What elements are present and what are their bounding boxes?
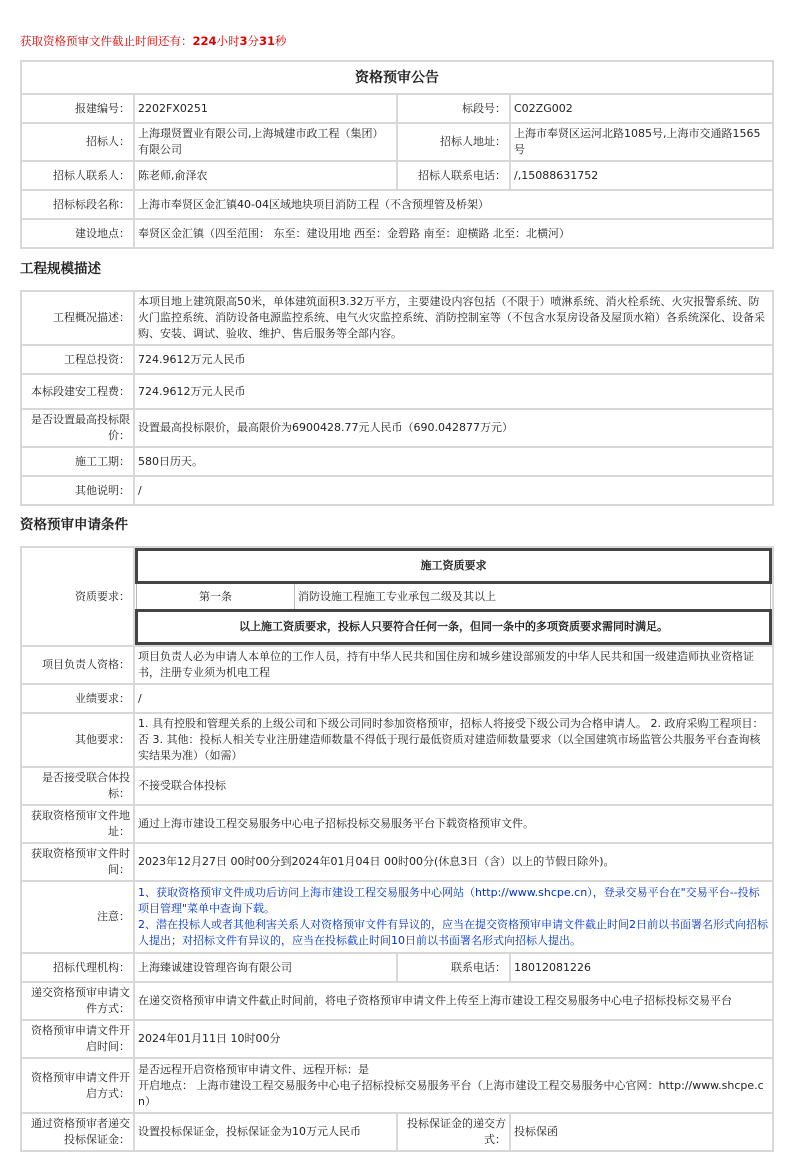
agency: 上海臻诚建设管理咨询有限公司 [134,953,397,982]
perf: / [134,684,773,713]
deposit-method: 投标保函 [510,1113,773,1151]
countdown-banner [20,33,287,49]
site-label: 建设地点： [21,219,134,248]
open-method-line-2: 开启地点： 上海市建设工程交易服务中心电子招标投标交易服务平台（上海市建设工程交易服务中心官网：http://www.shcpe.cn） [138,1078,764,1108]
qual-table [135,548,772,645]
agency-label: 招标代理机构： [21,953,134,982]
submit: 在递交资格预审申请文件截止时间前，将电子资格预审申请文件上传至上海市建设工程交易服务中心电子招标投标交易平台 [134,982,773,1020]
countdown-prefix: 获取资格预审文件截止时间还有： [20,34,193,48]
countdown-hours-unit: 小时 [216,34,240,48]
section-name: 上海市奉贤区金汇镇40-04区域地块项目消防工程（不含预埋管及桥架） [134,190,773,219]
contact-label: 招标人联系人： [21,161,134,190]
doc-time-label: 获取资格预审文件时间： [21,843,134,881]
perf-label: 业绩要求： [21,684,134,713]
overview: 本项目地上建筑限高50米，单体建筑面积3.32万平方，主要建设内容包括（不限于）喷淋系统、消火栓系统、火灾报警系统、防火门监控系统、消防设备电源监控系统、电气火灾监控系统、消防控制室等（不包含水泵房设备及屋顶水箱）各系统深化、设备采购、安装、调试、验收、维护、售后服务等全部内容。 [134,291,773,345]
notice-table [20,60,774,249]
doc-time: 2023年12月27日 00时00分到2024年01月04日 00时00分(休息3日（含）以上的节假日除外)。 [134,843,773,881]
contact-phone-label: 招标人联系电话： [397,161,510,190]
qual-label: 资质要求： [21,547,134,646]
notice-text [134,881,773,953]
duration: 580日历天。 [134,447,773,476]
scale-heading: 工程规模描述 [20,261,101,277]
notice-title: 资格预审公告 [21,61,773,94]
project-no-label: 报建编号： [21,94,134,123]
qual-item-text: 消防设施工程施工专业承包二级及其以上 [295,583,771,611]
section-name-label: 招标标段名称： [21,190,134,219]
tenderer-label: 招标人： [21,123,134,161]
section-no: C02ZG002 [510,94,773,123]
pm-label: 项目负责人资格： [21,646,134,684]
open-method-label: 资格预审申请文件开启方式： [21,1058,134,1113]
project-no: 2202FX0251 [134,94,397,123]
deposit: 设置投标保证金，投标保证金为10万元人民币 [134,1113,397,1151]
tenderer-addr: 上海市奉贤区运河北路1085号,上海市交通路1565号 [510,123,773,161]
notice-item-1: 1、获取资格预审文件成功后访问上海市建设工程交易服务中心网站（http://www.shcpe.cn），登录交易平台在"交易平台--投标项目管理"菜单中查询下载。 [138,886,760,915]
tenderer: 上海璟贤置业有限公司,上海城建市政工程（集团）有限公司 [134,123,397,161]
section-cost: 724.9612万元人民币 [134,374,773,409]
qual-cell [134,547,773,646]
other-note: / [134,476,773,505]
deposit-label: 通过资格预审者递交投标保证金： [21,1113,134,1151]
doc-addr: 通过上海市建设工程交易服务中心电子招标投标交易服务平台下载资格预审文件。 [134,805,773,843]
notice-label: 注意： [21,881,134,953]
agency-phone-label: 联系电话： [397,953,510,982]
conditions-heading: 资格预审申请条件 [20,517,128,533]
max-price-label: 是否设置最高投标限价： [21,409,134,447]
qual-footer: 以上施工资质要求，投标人只要符合任何一条，但同一条中的多项资质要求需同时满足。 [137,611,771,644]
consortium: 不接受联合体投标 [134,767,773,805]
countdown-hours: 224 [192,34,217,48]
consortium-label: 是否接受联合体投标： [21,767,134,805]
overview-label: 工程概况描述： [21,291,134,345]
deposit-method-label: 投标保证金的递交方式： [397,1113,510,1151]
countdown-seconds: 31 [259,34,276,48]
agency-phone: 18012081226 [510,953,773,982]
scale-table [20,290,774,506]
countdown-minutes-unit: 分 [247,34,260,48]
other-req-label: 其他要求： [21,713,134,767]
qual-item-no: 第一条 [137,583,295,611]
contact: 陈老师,俞泽农 [134,161,397,190]
pm: 项目负责人必为申请人本单位的工作人员，持有中华人民共和国住房和城乡建设部颁发的中华人民共和国一级建造师执业资格证书，注册专业须为机电工程 [134,646,773,684]
countdown-minutes: 3 [239,34,248,48]
total-invest: 724.9612万元人民币 [134,345,773,374]
conditions-table [20,546,774,1152]
qual-table-header: 施工资质要求 [137,550,771,583]
duration-label: 施工工期： [21,447,134,476]
section-no-label: 标段号： [397,94,510,123]
tenderer-addr-label: 招标人地址： [397,123,510,161]
submit-label: 递交资格预审申请文件方式： [21,982,134,1020]
max-price: 设置最高投标限价，最高限价为6900428.77元人民币（690.042877万元） [134,409,773,447]
other-req: 1. 具有控股和管理关系的上级公司和下级公司同时参加资格预审，招标人将接受下级公司为合格申请人。 2. 政府采购工程项目： 否 3. 其他：投标人相关专业注册建造师数量不得低于现行最低资质对建造师数量要求（以全国建筑市场监管公共服务平台查询核实结果为准）（如需） [134,713,773,767]
section-cost-label: 本标段建安工程费： [21,374,134,409]
total-invest-label: 工程总投资： [21,345,134,374]
countdown-seconds-unit: 秒 [275,34,287,48]
site: 奉贤区金汇镇（四至范围： 东至：建设用地 西至：金碧路 南至：迎横路 北至：北横河） [134,219,773,248]
other-note-label: 其他说明： [21,476,134,505]
open-time: 2024年01月11日 10时00分 [134,1020,773,1058]
contact-phone: /,15088631752 [510,161,773,190]
open-method-line-1: 是否远程开启资格预审申请文件、远程开标：是 [138,1062,369,1076]
notice-item-2: 2、潜在投标人或者其他利害关系人对资格预审文件有异议的，应当在提交资格预审申请文件截止时间2日前以书面署名形式向招标人提出；对招标文件有异议的，应当在投标截止时间10日前以书面署名形式向招标人提出。 [138,918,768,947]
open-time-label: 资格预审申请文件开启时间： [21,1020,134,1058]
doc-addr-label: 获取资格预审文件地址： [21,805,134,843]
open-method [134,1058,773,1113]
